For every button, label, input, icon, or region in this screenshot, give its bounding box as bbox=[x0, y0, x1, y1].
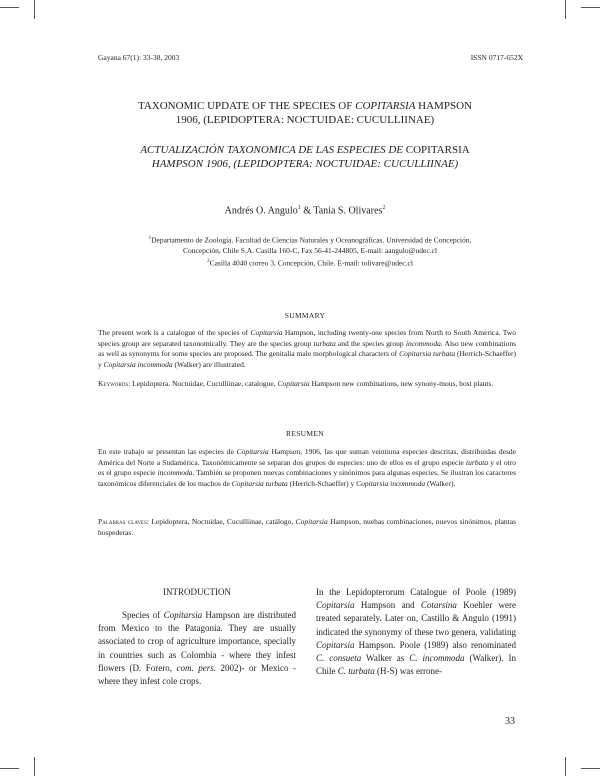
genus-name: Copitarsia bbox=[163, 610, 203, 620]
resumen-text: En este trabajo se presentan las especies de bbox=[98, 447, 237, 456]
affiliation-marker: 2 bbox=[382, 205, 386, 211]
crop-mark bbox=[581, 7, 600, 8]
citation-note: com. pers. bbox=[176, 662, 216, 673]
genus-name: Copitarsia turbata bbox=[399, 349, 456, 358]
authors bbox=[95, 205, 515, 216]
title-es-line2: HAMPSON 1906, (LEPIDOPTERA: NOCTUIDAE: CUCULLIINAE) bbox=[151, 158, 459, 170]
right-column-paragraph bbox=[316, 586, 516, 678]
keywords-label: Keywords: bbox=[98, 379, 131, 388]
crop-mark bbox=[581, 768, 600, 769]
affiliation-text: Concepción, Chile S.A. Casilla 160-C, Fax 56-41-244805, E-mail: aangulo@udec.cl bbox=[183, 246, 437, 255]
title-spanish bbox=[95, 143, 515, 171]
genus-name: Copitarsia turbata bbox=[231, 478, 288, 488]
crop-mark bbox=[34, 757, 35, 776]
palabras-claves bbox=[98, 517, 516, 538]
title-es-text: ACTUALIZACIÓN TAXONOMICA DE LAS ESPECIES DE bbox=[140, 144, 406, 156]
title-en-line2: 1906, (LEPIDOPTERA: NOCTUIDAE: CUCULLIINAE) bbox=[175, 114, 435, 126]
body-text: Walker as bbox=[361, 653, 410, 664]
title-es-genus: COPITARSIA bbox=[405, 144, 470, 156]
genus-name: Copitarsia bbox=[250, 328, 283, 337]
journal-citation: Gayana 67(1): 33-38, 2003 bbox=[98, 53, 180, 62]
keywords-text: Hampson new combinations, new synony-mous, host plants. bbox=[309, 379, 494, 388]
genus-name: Copitarsia bbox=[316, 600, 355, 611]
body-text: Hampson and bbox=[354, 600, 421, 611]
crop-mark bbox=[565, 0, 566, 19]
summary-text: Hampson, including twenty-one species from North to South America. Two species group are separated taxonomically. They are the species group bbox=[98, 328, 516, 348]
genus-name: turbata bbox=[465, 457, 489, 467]
author-name: Andrés O. Angulo bbox=[224, 205, 298, 217]
resumen-text: Hampson, 1906, las que suman veintiuna especies descritas, distribuidas desde América del Norte a Sudamérica. Taxonómicamente se separan dos grupos de especies: uno de ellos es el grupo especie bbox=[98, 447, 516, 467]
introduction-paragraph bbox=[98, 609, 296, 688]
intro-text: 2002)- or Mexico - where they infest cole crops. bbox=[98, 662, 296, 687]
genus-name: Copitarsia incommoda bbox=[356, 478, 426, 488]
affiliation-marker: 1 bbox=[297, 205, 301, 211]
crop-mark bbox=[565, 757, 566, 776]
summary-text: The present work is a catalogue of the species of bbox=[98, 328, 251, 337]
resumen-text: y el otro es el grupo especie bbox=[98, 457, 517, 477]
genus-name: Copitarsia incommoda bbox=[103, 359, 173, 369]
page-number: 33 bbox=[505, 716, 515, 727]
body-text: Koehler were treated separately. Later on, Castillo & Angulo (1991) indicated the synonymy of these two genera, validating bbox=[316, 600, 516, 637]
body-text: In the Lepidopterorum Catalogue of Poole (1989) bbox=[316, 587, 516, 597]
palabras-text: Hampson, nuebas combinaciones, nuevos sinónimos, plantas hospederas. bbox=[98, 517, 517, 537]
resumen-text: También se proponen nuevas combinaciones y sinónimos para algunas especies. Se ilustran los caracteres taxonómicos diferenciales de los machos de bbox=[98, 468, 516, 488]
genus-name: Cotarsina bbox=[420, 600, 457, 611]
summary-paragraph bbox=[98, 328, 516, 370]
genus-name: Copitarsia bbox=[236, 447, 269, 456]
intro-text: Species of bbox=[122, 610, 164, 620]
resumen-paragraph bbox=[98, 447, 516, 489]
genus-name: Copitarsia bbox=[295, 517, 328, 526]
author-joiner: & bbox=[300, 205, 314, 217]
affiliation-marker: 1 bbox=[148, 236, 152, 241]
crop-mark bbox=[0, 768, 19, 769]
species-name: C. incommoda bbox=[409, 653, 465, 664]
genus-name: Copitarsia bbox=[316, 639, 355, 650]
summary-text: (Herrich-Schaeffer) y bbox=[98, 349, 516, 369]
body-text: (Walker). In Chile bbox=[316, 653, 516, 677]
title-en-text: HAMPSON bbox=[415, 100, 472, 112]
affiliation-text: Casilla 4040 correo 3, Concepción, Chile. E-mail: tolivare@udec.cl bbox=[209, 258, 413, 267]
summary-heading: SUMMARY bbox=[284, 311, 326, 320]
genus-name: Copitarsia bbox=[277, 379, 310, 388]
resumen-heading: RESUMEN bbox=[286, 429, 324, 438]
crop-mark bbox=[0, 7, 19, 8]
genus-name: turbata bbox=[313, 338, 336, 348]
crop-mark bbox=[34, 0, 35, 19]
affiliation-marker: 2 bbox=[207, 258, 210, 264]
keywords bbox=[98, 379, 516, 390]
title-en-genus: COPITARSIA bbox=[355, 100, 416, 112]
keywords-text: Lepidoptera. Noctuidae, Cuculliinae, catalogue, bbox=[130, 379, 278, 388]
resumen-text: (Walker). bbox=[425, 478, 456, 488]
title-en-text: TAXONOMIC UPDATE OF THE SPECIES OF bbox=[138, 100, 356, 112]
species-name: C. turbata bbox=[337, 666, 375, 677]
affiliation-text: Departamento de Zoología. Facultad de Ciencias Naturales y Oceanográficas. Universidad de Concepción, bbox=[151, 235, 472, 245]
summary-text: and the species group bbox=[335, 338, 406, 348]
issn: ISSN 0717-652X bbox=[470, 53, 523, 62]
summary-text: (Walker) are illustrated. bbox=[172, 359, 246, 369]
resumen-text: (Herrich-Schaeffer) y bbox=[287, 478, 357, 488]
affiliations bbox=[110, 234, 510, 269]
palabras-text: Lepidoptera, Noctuidae, Cuculliinae, catálogo, bbox=[148, 517, 296, 526]
body-text: (H-S) was errone- bbox=[374, 666, 442, 677]
genus-name: incommoda. bbox=[157, 468, 195, 477]
genus-name: incommoda. bbox=[405, 338, 443, 348]
introduction-heading: INTRODUCTION bbox=[163, 587, 231, 597]
body-text: Hampson. Poole (1989) also renominated bbox=[354, 639, 516, 650]
summary-text: Also new combinations as well as synonyms for some species are proposed. The genitalia male morphological characters of bbox=[98, 338, 517, 358]
title-english bbox=[95, 99, 515, 127]
palabras-label: Palabras claves: bbox=[98, 517, 149, 526]
intro-text: Hampson are distributed from Mexico to the Patagonia. They are usually associated to crop of agriculture importance, specially in countries such as Colombia - where they infest flowers (D. Forero, bbox=[98, 610, 296, 673]
author-name: Tania S. Olivares bbox=[313, 205, 383, 217]
species-name: C. consueta bbox=[316, 653, 362, 664]
